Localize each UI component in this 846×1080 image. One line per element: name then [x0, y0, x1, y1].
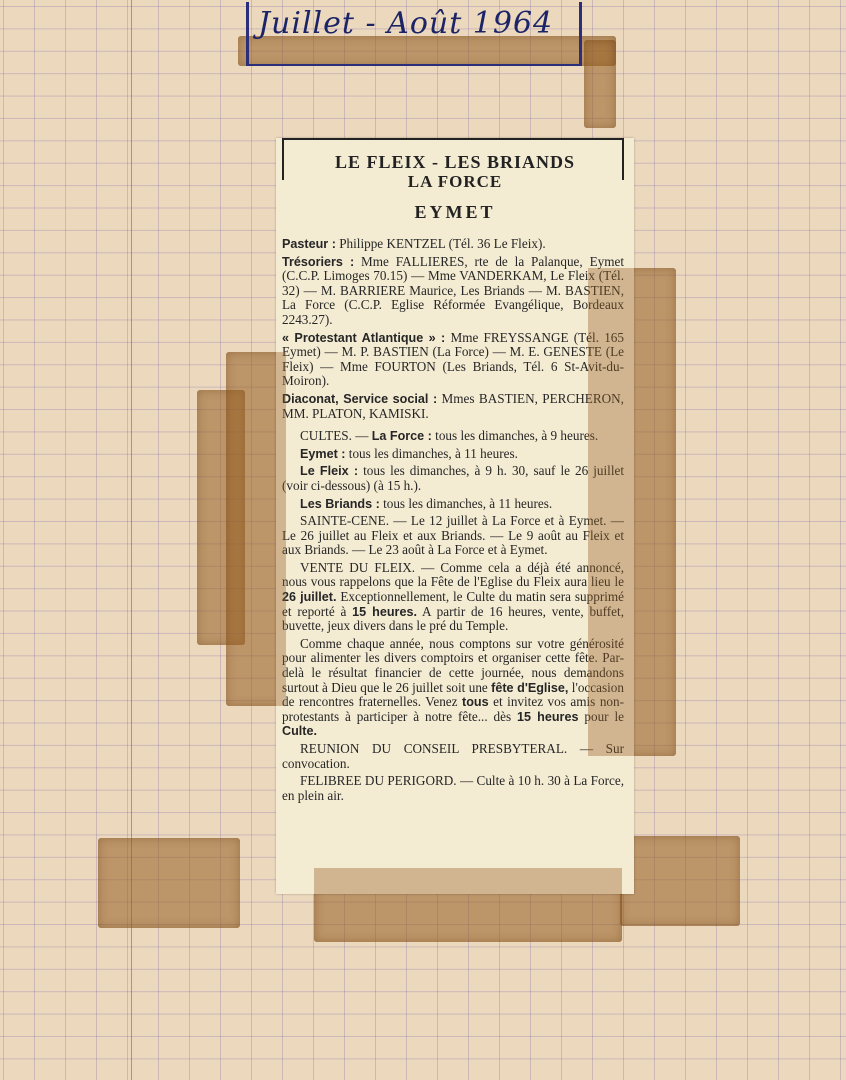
tape-strip-bottom-left [98, 838, 240, 928]
tape-overlay-left [276, 352, 286, 706]
fleix-paragraph [282, 464, 624, 493]
pasteur-label: Pasteur : [282, 237, 336, 251]
pasteur-text: Philippe KENTZEL (Tél. 36 Le Fleix). [335, 236, 546, 251]
title-line-2: LA FORCE [407, 172, 503, 191]
cultes-force-text: tous les dimanches, à 9 heures. [431, 428, 599, 444]
tape-overlay-bottom [314, 868, 622, 894]
eymet-label: Eymet : [300, 446, 346, 461]
pasteur-paragraph [282, 237, 624, 252]
tape-strip-bottom-right [620, 836, 740, 926]
tape-overlay-right [588, 268, 634, 756]
reunion-paragraph: REUNION DU CONSEIL PRESBYTERAL. — Sur convocation. [282, 741, 624, 771]
diaconat-paragraph [282, 392, 624, 421]
comme-text-a: Comme chaque année, nous comptons sur votre générosité pour alimenter les divers comptoirs et organiser cette fête. Par-delà le résultat financier de cette journée, nous demandons surtout à Dieu que le 26 juillet soit une [282, 635, 624, 695]
vente-text-a: VENTE DU FLEIX. — Comme cela a déjà été annoncé, nous vous rappelons que la Fête de l'Eglise du Fleix aura lieu le [282, 559, 624, 590]
comme-bold-d: Culte. [282, 724, 317, 739]
fleix-text: tous les dimanches, à 9 h. 30, sauf le 26 juillet (voir ci-dessous) (à 15 h.). [282, 463, 624, 493]
comme-text-b: l'occasion de rencontres fraternelles. Venez [282, 679, 624, 710]
briands-paragraph [282, 497, 624, 512]
clipping-frame [282, 138, 624, 180]
comme-bold-a: fête d'Eglise, [491, 680, 569, 695]
tresoriers-text: Mme FALLIERES, rte de la Palanque, Eymet (C.C.P. Limoges 70.15) — Mme VANDERKAM, Le Fleix (Tél. 32) — M. BARRIERE Maurice, Les Briands — M. BASTIEN, La Force (C.C.P. Eglise Réformée Evangélique, Bordeaux 2243.27). [282, 253, 624, 327]
eymet-text: tous les dimanches, à 11 heures. [345, 445, 518, 461]
title-line-3: EYMET [414, 202, 496, 222]
protestant-paragraph [282, 331, 624, 389]
title-line-1: LE FLEIX - LES BRIANDS [334, 152, 576, 172]
comme-bold-b: tous [462, 695, 489, 710]
comme-text-d: pour le [578, 708, 624, 724]
protestant-label: « Protestant Atlantique » : [282, 330, 446, 345]
comme-text-c: et invitez vos amis non-protestants à participer à notre fête... dès [282, 694, 624, 724]
cultes-text: CULTES. — [300, 428, 372, 444]
diaconat-label: Diaconat, Service social : [282, 391, 438, 406]
briands-label: Les Briands : [300, 496, 380, 511]
cultes-paragraph [282, 429, 624, 444]
briands-text: tous les dimanches, à 11 heures. [379, 495, 553, 511]
vente-bold-b: 15 heures. [352, 604, 417, 619]
comme-paragraph [282, 637, 624, 739]
cultes-force-label: La Force : [371, 429, 432, 444]
protestant-text: Mme FREYSSANGE (Tél. 165 Eymet) — M. P. BASTIEN (La Force) — M. E. GENESTE (Le Fleix) — Mme FOURTON (Les Briands, Tél. 6 St-Avit-du-Moiron). [282, 329, 624, 389]
diaconat-text: Mmes BASTIEN, PERCHERON, MM. PLATON, KAMISKI. [282, 390, 624, 421]
vente-text-b: Exceptionnellement, le Culte du matin sera supprimé et reporté à [282, 589, 624, 619]
cene-paragraph: SAINTE-CENE. — Le 12 juillet à La Force et à Eymet. — Le 26 juillet au Fleix et aux Briands. — Le 9 août au Fleix et aux Briands. — Le 23 août à La Force et à Eymet. [282, 513, 624, 558]
felibree-paragraph: FELIBREE DU PERIGORD. — Culte à 10 h. 30 à La Force, en plein air. [282, 773, 624, 803]
vente-bold-a: 26 juillet. [282, 590, 337, 605]
vente-paragraph [282, 561, 624, 634]
vente-text-c: A partir de 16 heures, vente, buffet, buvette, jeux divers dans le pré du Temple. [282, 603, 625, 634]
clipping-body [276, 223, 634, 803]
fleix-label: Le Fleix : [300, 464, 359, 479]
newspaper-clipping [276, 138, 634, 894]
eymet-paragraph [282, 447, 624, 462]
comme-bold-c: 15 heures [517, 709, 579, 724]
tresoriers-paragraph [282, 255, 624, 328]
tape-strip-top-right [584, 40, 616, 128]
tresoriers-label: Trésoriers : [282, 254, 355, 269]
handwritten-date: Juillet - Août 1964 [258, 6, 554, 41]
